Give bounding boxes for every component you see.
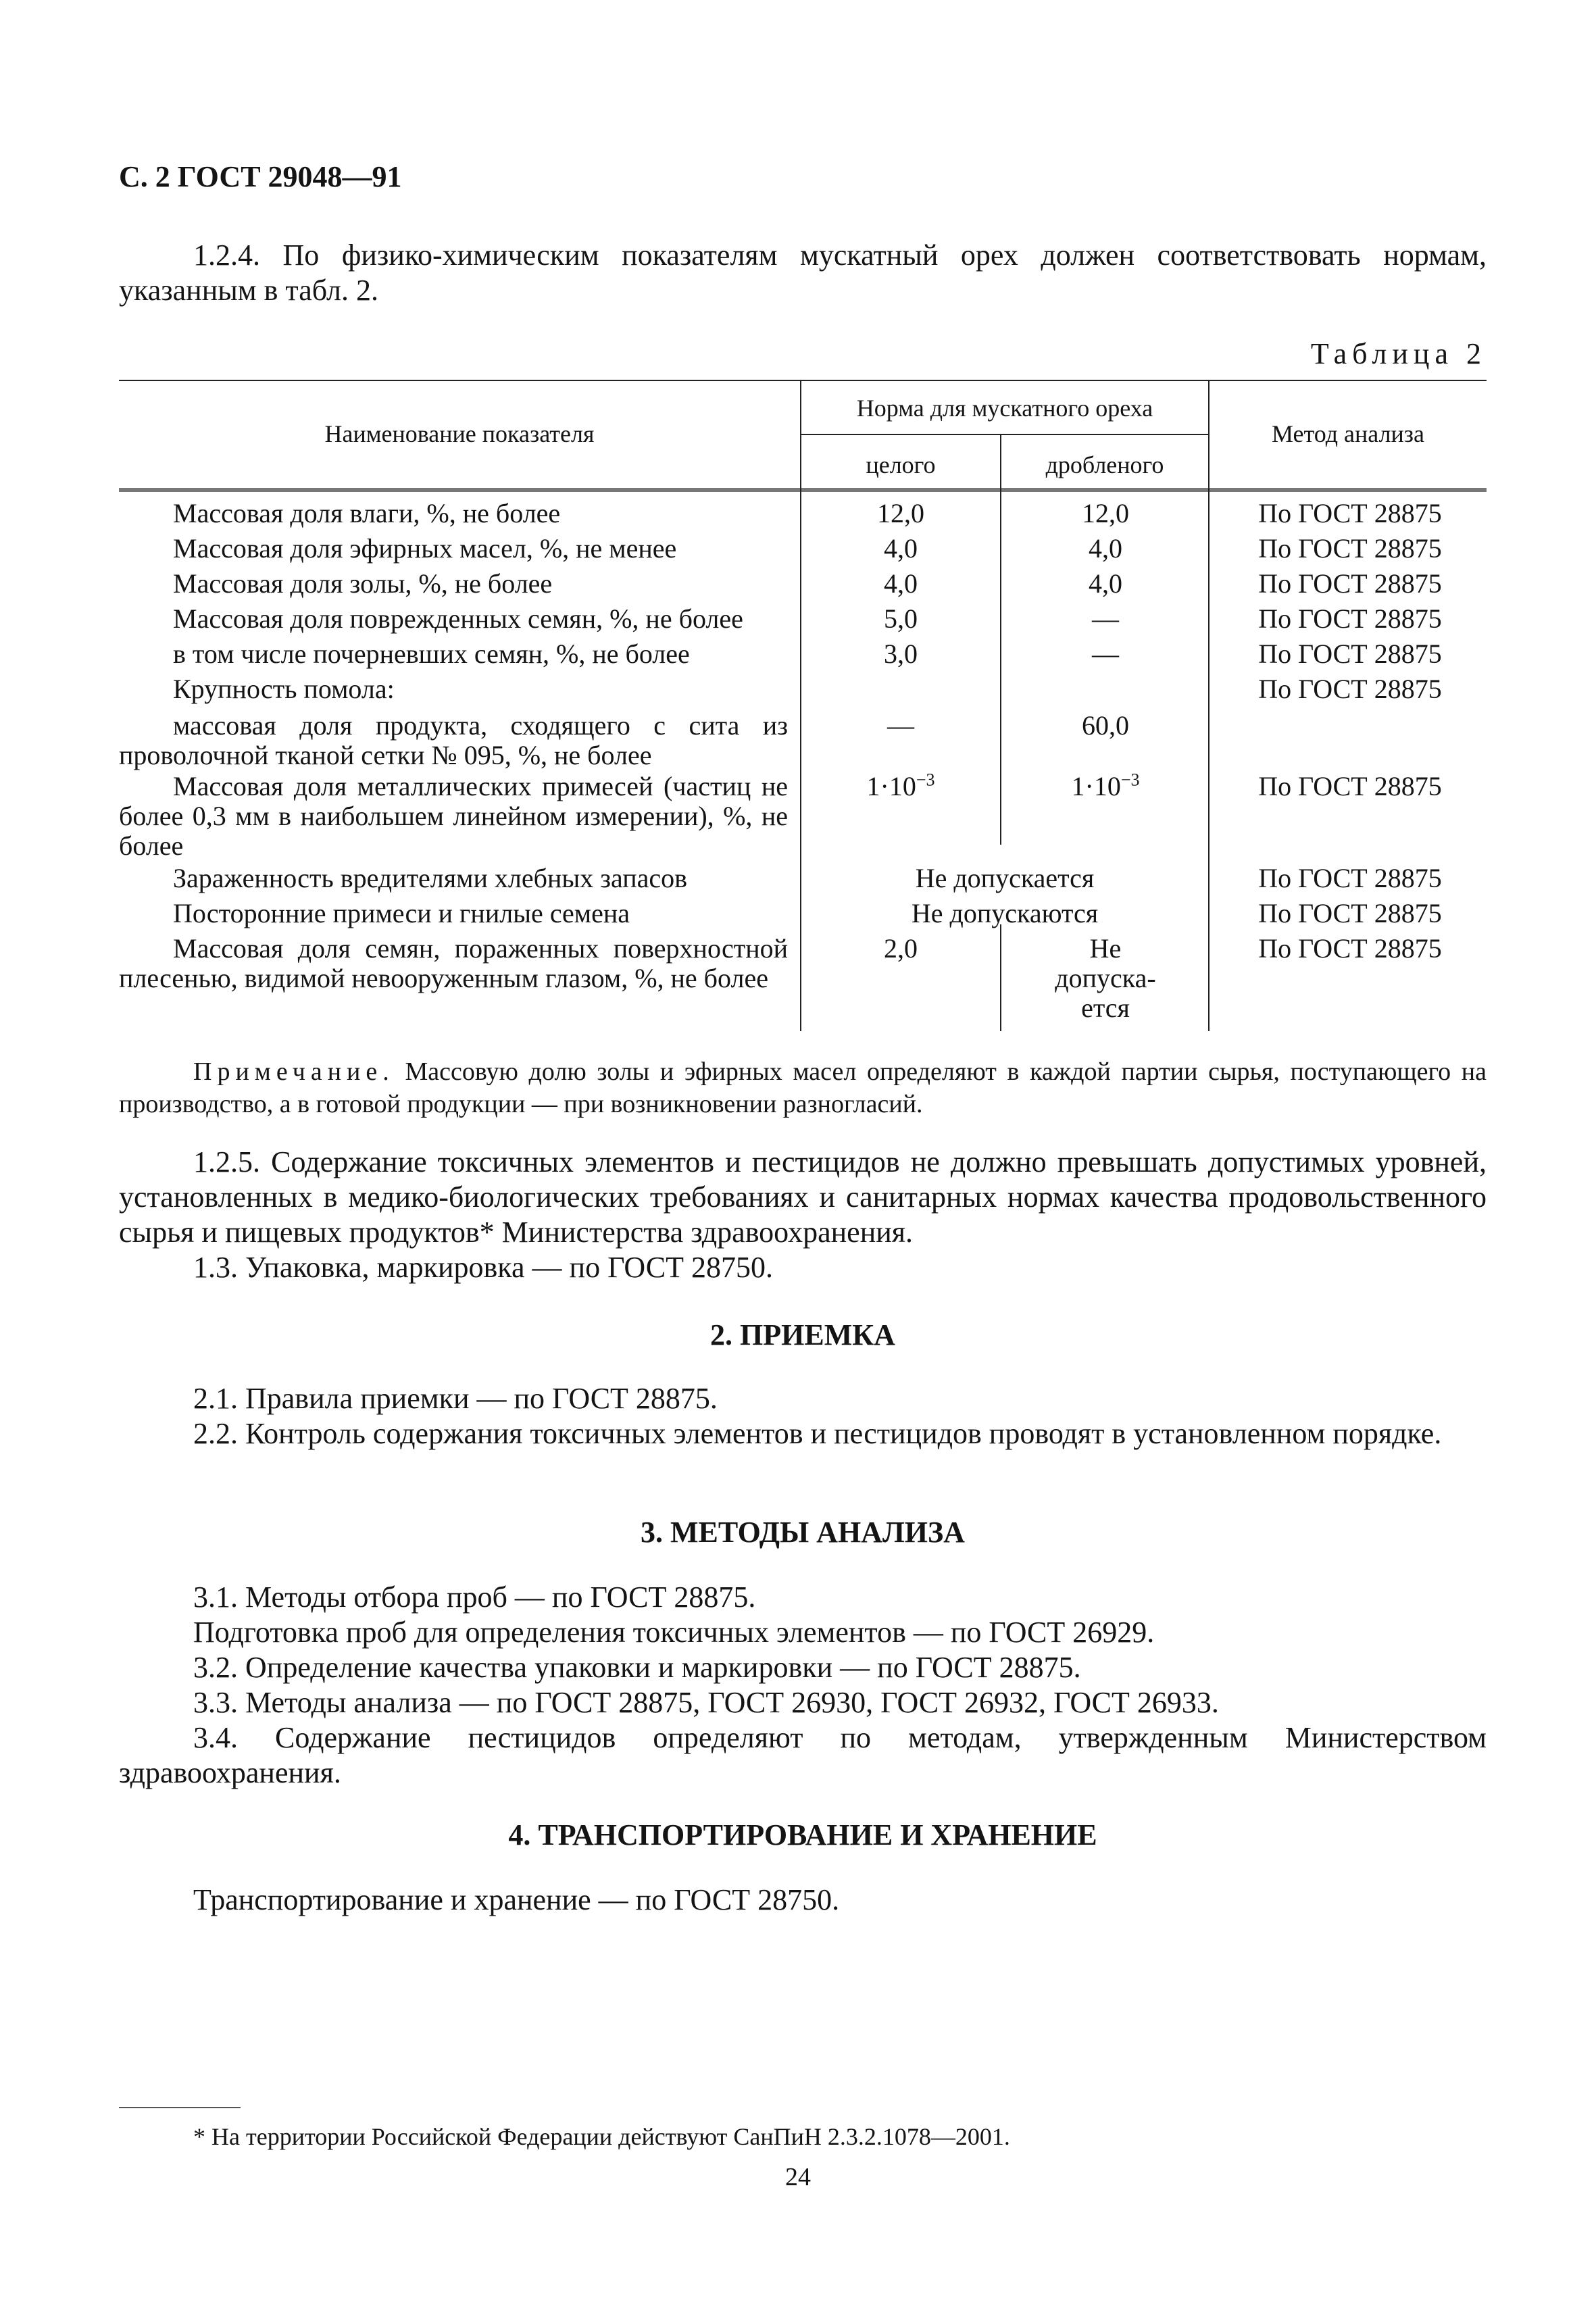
row-9-merged: Не допускаются: [911, 898, 1099, 928]
paragraph-3-1: 3.1. Методы отбора проб — по ГОСТ 28875.: [193, 1580, 756, 1614]
row-6-name: массовая доля продукта, сходящего с сита из проволочной тканой сетки № 095, %, не более: [119, 710, 788, 770]
row-4-whole: 3,0: [884, 639, 918, 669]
paragraph-3-4: 3.4. Содержание пестицидов определяют по методам, утвержденным Министерством здравоохранения.: [119, 1721, 1487, 1789]
footnote-rule: [119, 2107, 241, 2108]
row-4-name: в том числе почерневших семян, %, не более: [173, 639, 690, 669]
table-head-bottom-rule: [119, 488, 1487, 492]
paragraph-3-3: 3.3. Методы анализа — по ГОСТ 28875, ГОСТ 26930, ГОСТ 26932, ГОСТ 26933.: [193, 1686, 1219, 1719]
paragraph-2-1: 2.1. Правила приемки — по ГОСТ 28875.: [193, 1382, 718, 1415]
row-3-whole: 5,0: [884, 603, 918, 634]
row-0-whole: 12,0: [877, 498, 924, 528]
page-number: 24: [785, 2163, 811, 2191]
row-10-whole: 2,0: [884, 933, 918, 964]
table-top-rule: [119, 380, 1487, 381]
row-1-crushed: 4,0: [1089, 533, 1122, 564]
th-method: Метод анализа: [1271, 420, 1425, 447]
table-vline-3: [1208, 380, 1210, 1031]
note-label: Примечание.: [193, 1057, 395, 1086]
page-header: С. 2 ГОСТ 29048—91: [119, 160, 402, 193]
row-6-crushed: 60,0: [1082, 710, 1129, 741]
row-1-whole: 4,0: [884, 533, 918, 564]
row-1-name: Массовая доля эфирных масел, %, не менее: [173, 533, 677, 564]
th-norm: Норма для мускатного ореха: [856, 395, 1153, 422]
row-0-name: Массовая доля влаги, %, не более: [173, 498, 561, 528]
section-3-title: 3. МЕТОДЫ АНАЛИЗА: [641, 1516, 965, 1549]
row-7-method: По ГОСТ 28875: [1258, 771, 1442, 801]
table-caption: Таблица 2: [1310, 337, 1487, 370]
table-note: [119, 1055, 1487, 1120]
paragraph-1-2-5: 1.2.5. Содержание токсичных элементов и пестицидов не должно превышать допустимых уровней, установленных в медико-биологических требованиях и санитарных нормах качества продовольственного сырья и пищевых продуктов* Министерства здравоохранения.: [119, 1145, 1487, 1249]
th-crushed: дробленого: [1045, 451, 1164, 478]
table-vline-2b: [1000, 924, 1001, 1031]
row-7-name: Массовая доля металлических примесей (частиц не более 0,3 мм в наибольшем линейном измерении), %, не более: [119, 771, 788, 861]
paragraph-3-1-b: Подготовка проб для определения токсичных элементов — по ГОСТ 26929.: [193, 1616, 1155, 1649]
row-10-name: Массовая доля семян, пораженных поверхностной плесенью, видимой невооруженным глазом, %, не более: [119, 933, 788, 993]
section-2-title: 2. ПРИЕМКА: [710, 1318, 895, 1351]
paragraph-3-2: 3.2. Определение качества упаковки и маркировки — по ГОСТ 28875.: [193, 1651, 1081, 1684]
row-0-crushed: 12,0: [1082, 498, 1129, 528]
table-2: [119, 380, 1487, 1031]
paragraph-1-3: 1.3. Упаковка, маркировка — по ГОСТ 28750.: [193, 1251, 773, 1284]
row-7-whole-base: 1·10: [866, 771, 916, 801]
row-8-method: По ГОСТ 28875: [1258, 863, 1442, 893]
row-4-crushed: —: [1092, 639, 1119, 669]
note-text: Массовую долю золы и эфирных масел определяют в каждой партии сырья, поступающего на производство, а в готовой продукции — при возникновении разногласий.: [119, 1057, 1487, 1118]
row-9-name: Посторонние примеси и гнилые семена: [173, 898, 630, 928]
row-7-whole-exp: −3: [916, 770, 935, 790]
row-2-crushed: 4,0: [1089, 568, 1122, 599]
row-8-name: Зараженность вредителями хлебных запасов: [173, 863, 688, 893]
table-vline-2a: [1000, 434, 1001, 845]
row-6-whole: —: [887, 710, 914, 741]
row-0-method: По ГОСТ 28875: [1258, 498, 1442, 528]
section-4-title: 4. ТРАНСПОРТИРОВАНИЕ И ХРАНЕНИЕ: [508, 1818, 1097, 1851]
row-5-name: Крупность помола:: [173, 674, 395, 704]
table-head-mid-rule: [800, 434, 1208, 435]
row-7-crushed-exp: −3: [1120, 770, 1140, 790]
row-9-method: По ГОСТ 28875: [1258, 898, 1442, 928]
row-2-whole: 4,0: [884, 568, 918, 599]
row-10-crushed: Не допуска-ется: [1055, 933, 1156, 1023]
paragraph-4: Транспортирование и хранение — по ГОСТ 28750.: [193, 1883, 840, 1916]
row-5-method: По ГОСТ 28875: [1258, 674, 1442, 704]
paragraph-2-2: 2.2. Контроль содержания токсичных элементов и пестицидов проводят в установленном порядке.: [193, 1417, 1442, 1450]
row-7-whole: [803, 772, 999, 801]
row-2-method: По ГОСТ 28875: [1258, 568, 1442, 599]
row-3-name: Массовая доля поврежденных семян, %, не более: [173, 603, 743, 634]
row-3-crushed: —: [1092, 603, 1119, 634]
row-7-crushed-base: 1·10: [1071, 771, 1121, 801]
th-name: Наименование показателя: [324, 420, 595, 447]
footnote: * На территории Российской Федерации действуют СанПиН 2.3.2.1078—2001.: [193, 2123, 1010, 2150]
row-4-method: По ГОСТ 28875: [1258, 639, 1442, 669]
th-whole: целого: [866, 451, 936, 478]
row-3-method: По ГОСТ 28875: [1258, 603, 1442, 634]
row-10-method: По ГОСТ 28875: [1258, 933, 1442, 964]
row-8-merged: Не допускается: [915, 863, 1095, 893]
paragraph-1-2-4: 1.2.4. По физико-химическим показателям мускатный орех должен соответствовать нормам, указанным в табл. 2.: [119, 239, 1487, 307]
row-7-crushed: [1004, 772, 1207, 801]
row-2-name: Массовая доля золы, %, не более: [173, 568, 553, 599]
row-1-method: По ГОСТ 28875: [1258, 533, 1442, 564]
